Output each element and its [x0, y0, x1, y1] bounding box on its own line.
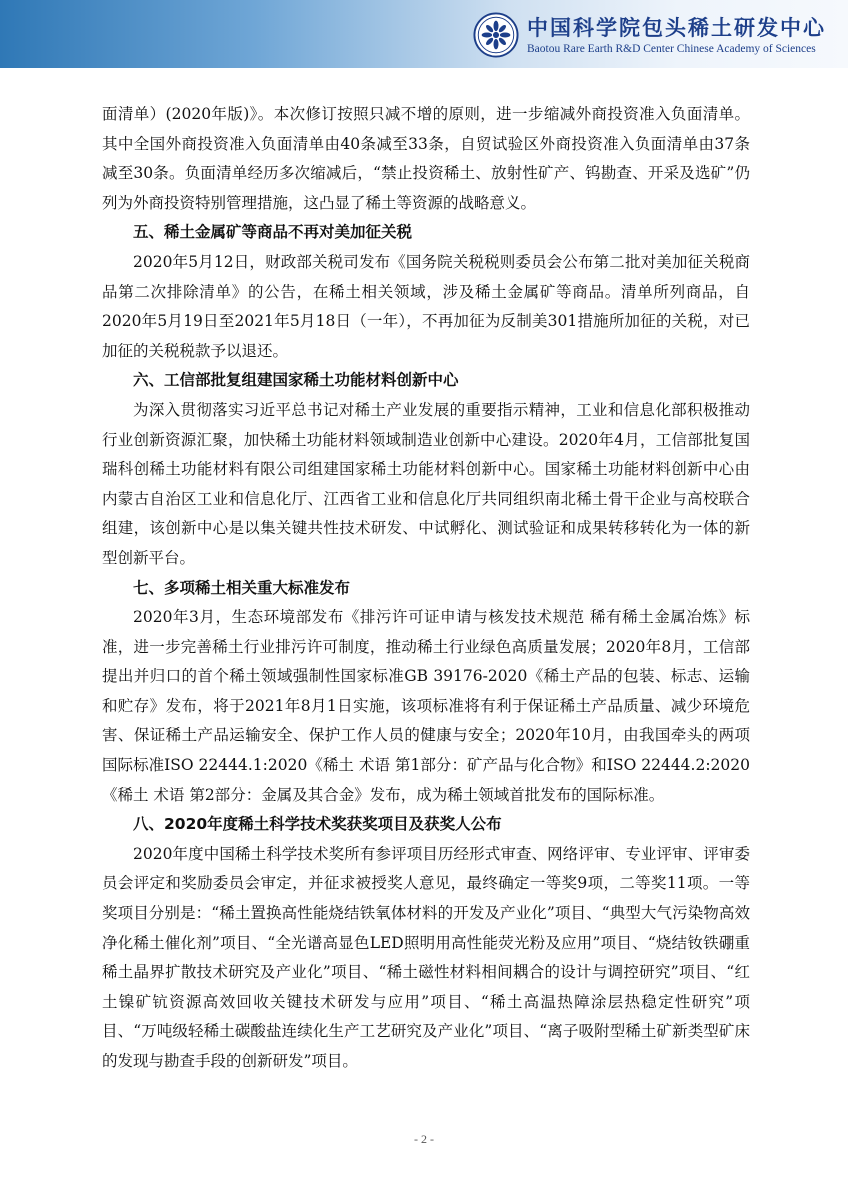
paragraph-section-6: 为深入贯彻落实习近平总书记对稀土产业发展的重要指示精神，工业和信息化部积极推动行业创新资源汇聚，加快稀土功能材料领域制造业创新中心建设。2020年4月，工信部批复国瑞科创稀土功能材料有限公司组建国家稀土功能材料创新中心。国家稀土功能材料创新中心由内蒙古自治区工业和信息化厅、江西省工业和信息化厅共同组织南北稀土骨干企业与高校联合组建，该创新中心是以集关键共性技术研发、中试孵化、测试验证和成果转移转化为一体的新型创新平台。 [102, 400, 750, 567]
org-logo [473, 11, 826, 59]
paragraph-section-8: 2020年度中国稀土科学技术奖所有参评项目历经形式审查、网络评审、专业评审、评审委员会评定和奖励委员会审定，并征求被授奖人意见，最终确定一等奖9项，二等奖11项。一等奖项目分别是：“稀土置换高性能烧结铁氧体材料的开发及产业化”项目、“典型大气污染物高效净化稀土催化剂”项目、“全光谱高显色LED照明用高性能荧光粉及应用”项目、“烧结钕铁硼重稀土晶界扩散技术研究及产业化”项目、“稀土磁性材料相间耦合的设计与调控研究”项目、“红土镍矿钪资源高效回收关键技术研发与应用”项目、“稀土高温热障涂层热稳定性研究”项目、“万吨级轻稀土碳酸盐连续化生产工艺研究及产业化”项目、“离子吸附型稀土矿新类型矿床的发现与勘查手段的创新研发”项目。 [102, 844, 750, 1070]
paragraph-section-5: 2020年5月12日，财政部关税司发布《国务院关税税则委员会公布第二批对美加征关税商品第二次排除清单》的公告，在稀土相关领域，涉及稀土金属矿等商品。清单所列商品，自2020年5月19日至2021年5月18日（一年），不再加征为反制美301措施所加征的关税，对已加征的关税税款予以退还。 [102, 252, 750, 360]
section-heading-8: 八、2020年度稀土科学技术奖获奖项目及获奖人公布 [133, 815, 502, 834]
document-body [102, 100, 750, 1077]
section-heading-6: 六、工信部批复组建国家稀土功能材料创新中心 [133, 371, 459, 390]
paragraph-continued: 面清单）(2020年版)》。本次修订按照只减不增的原则，进一步缩减外商投资准入负面清单。其中全国外商投资准入负面清单由40条减至33条，自贸试验区外商投资准入负面清单由37条减至30条。负面清单经历多次缩减后，“禁止投资稀土、放射性矿产、钨勘查、开采及选矿”仍列为外商投资特别管理措施，这凸显了稀土等资源的战略意义。 [102, 105, 750, 212]
section-heading-7: 七、多项稀土相关重大标准发布 [133, 578, 351, 597]
section-heading-5: 五、稀土金属矿等商品不再对美加征关税 [133, 223, 413, 242]
org-name-block [527, 15, 826, 56]
org-name-en: Baotou Rare Earth R&D Center Chinese Academy of Sciences [527, 42, 816, 55]
cas-emblem-icon [473, 12, 519, 58]
paragraph-section-7: 2020年3月，生态环境部发布《排污许可证申请与核发技术规范 稀有稀土金属冶炼》标准，进一步完善稀土行业排污许可制度，推动稀土行业绿色高质量发展；2020年8月，工信部提出并归口的首个稀土领域强制性国家标准GB 39176-2020《稀土产品的包装、标志、运输和贮存》发布，将于2021年8月1日实施，该项标准将有利于保证稀土产品质量、减少环境危害、保证稀土产品运输安全、保护工作人员的健康与安全；2020年10月，由我国牵头的两项国际标准ISO 22444.1:2020《稀土 术语 第1部分：矿产品与化合物》和ISO 22444.2:2020《稀土 术语 第2部分：金属及其合金》发布，成为稀土领域首批发布的国际标准。 [102, 608, 750, 804]
org-name-cn: 中国科学院包头稀土研发中心 [527, 14, 826, 40]
page-number: - 2 - [414, 1132, 434, 1146]
page-header [0, 0, 848, 68]
